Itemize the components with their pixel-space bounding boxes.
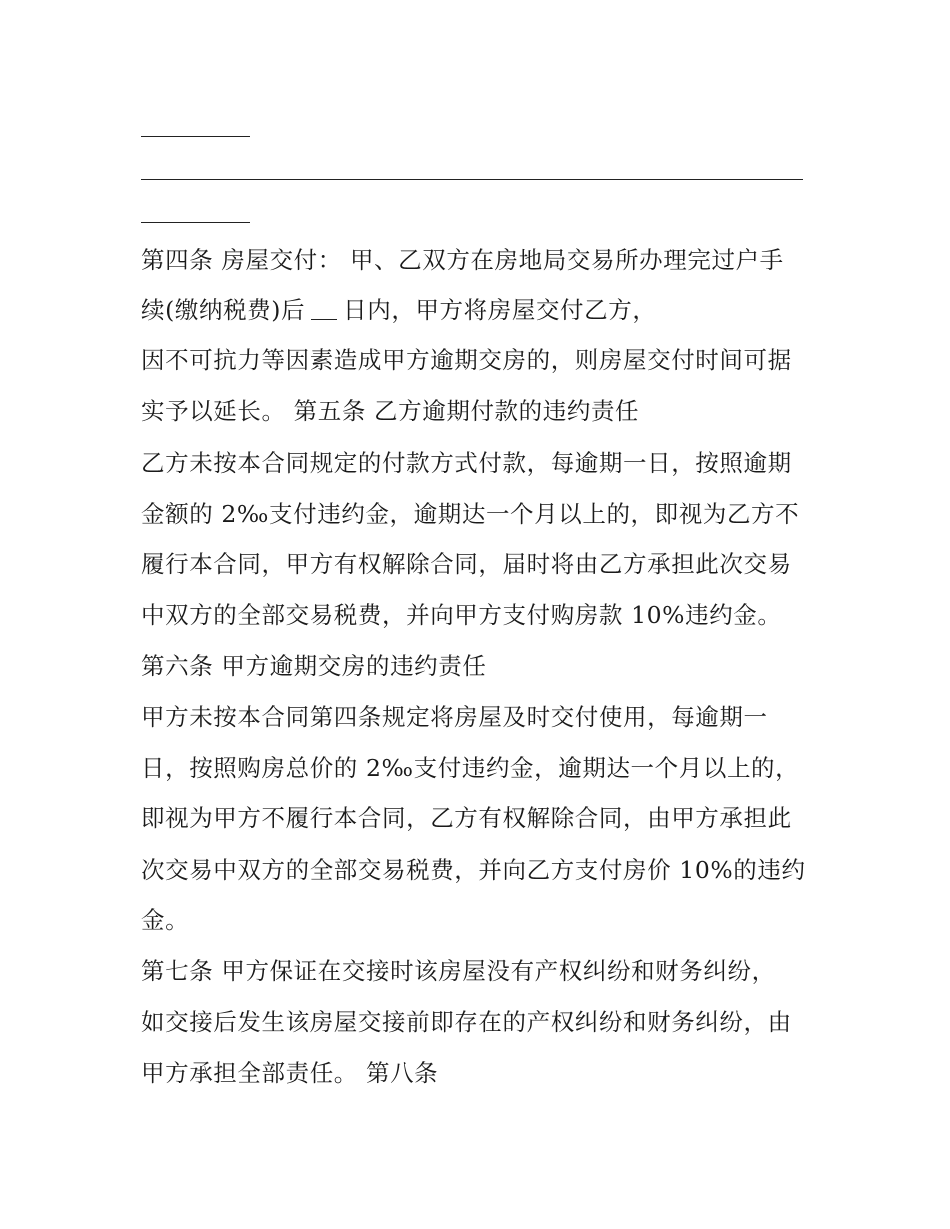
article-4-text-b: 日内，甲方将房屋交付乙方，: [343, 296, 657, 324]
article-4-line-1: 第四条 房屋交付： 甲、乙双方在房地局交易所办理完过户手: [141, 246, 784, 274]
article-5-line-3: 履行本合同，甲方有权解除合同，届时将由乙方承担此次交易: [141, 550, 792, 578]
article-6-line-4: 次交易中双方的全部交易税费，并向乙方支付房价 10%的违约: [141, 856, 806, 884]
blank-line-long: [141, 179, 803, 180]
article-6-line-5: 金。: [141, 906, 190, 934]
article-4-line-2: [141, 295, 831, 325]
article-4-line-3: 因不可抗力等因素造成甲方逾期交房的，则房屋交付时间可据: [141, 346, 792, 374]
article-6-line-2: 日，按照购房总价的 2‰支付违约金，逾期达一个月以上的，: [141, 754, 800, 782]
blank-line-short-bottom: [141, 222, 250, 223]
article-6-line-1: 甲方未按本合同第四条规定将房屋及时交付使用，每逾期一: [141, 703, 768, 731]
article-6-line-3: 即视为甲方不履行本合同，乙方有权解除合同，由甲方承担此: [141, 804, 792, 832]
article-4-line-4: 实予以延长。 第五条 乙方逾期付款的违约责任: [141, 397, 640, 425]
article-7-line-3: 甲方承担全部责任。 第八条: [141, 1059, 439, 1087]
article-5-line-1: 乙方未按本合同规定的付款方式付款，每逾期一日，按照逾期: [141, 449, 792, 477]
article-7-line-2: 如交接后发生该房屋交接前即存在的产权纠纷和财务纠纷，由: [141, 1008, 792, 1036]
article-5-line-4: 中双方的全部交易税费，并向甲方支付购房款 10%违约金。: [141, 601, 782, 629]
days-blank: [311, 301, 337, 320]
article-7-line-1: 第七条 甲方保证在交接时该房屋没有产权纠纷和财务纠纷，: [141, 957, 776, 985]
article-5-line-2: 金额的 2‰支付违约金，逾期达一个月以上的，即视为乙方不: [141, 500, 800, 528]
blank-line-short-top: [141, 136, 250, 137]
article-6-heading: 第六条 甲方逾期交房的违约责任: [141, 652, 487, 680]
article-4-text-a: 续(缴纳税费)后: [141, 296, 306, 324]
